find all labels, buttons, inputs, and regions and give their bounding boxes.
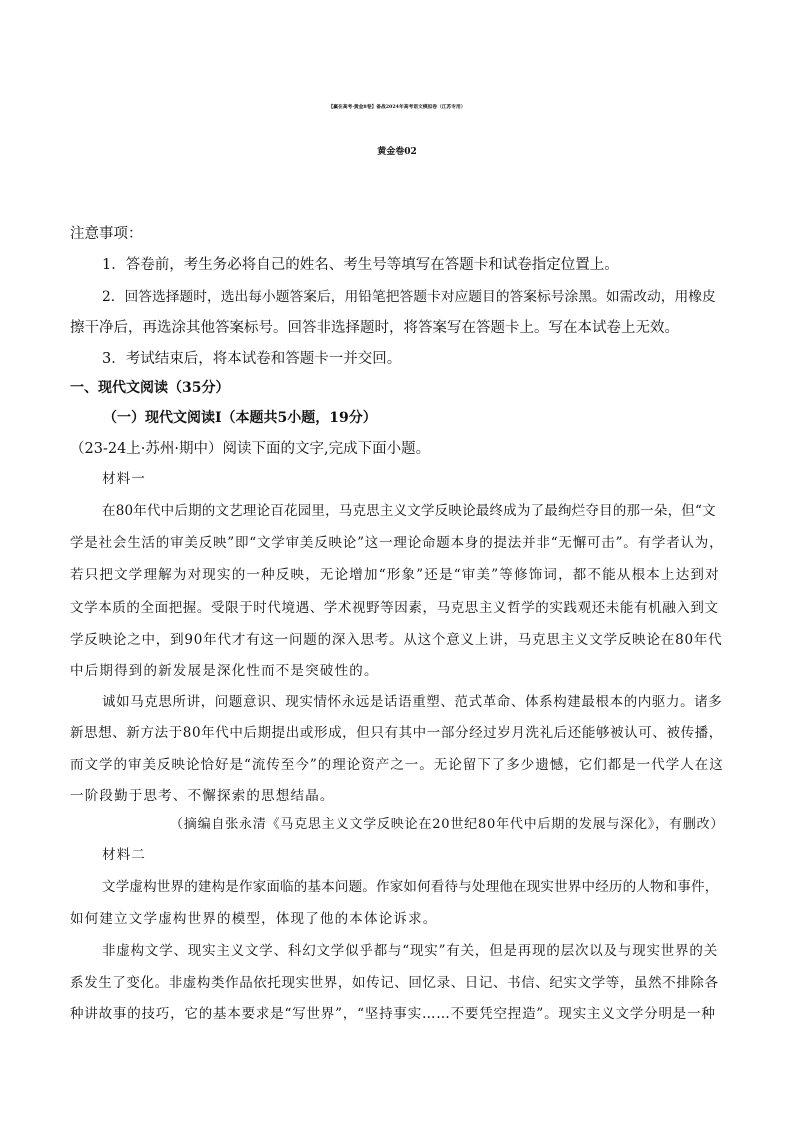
reading-instruction: （23-24上·苏州·期中）阅读下面的文字,完成下面小题。 (70, 441, 431, 457)
paragraph-line: 文学本质的全面把握。受限于时代境遇、学术视野等因素，马克思主义哲学的实践观还未能有机融入到文 (70, 600, 719, 616)
paper-subtitle: 黄金卷02 (377, 147, 417, 157)
section-heading: 一、现代文阅读（35分） (70, 380, 230, 396)
notice-item: 2．回答选择题时，选出每小题答案后，用铅笔把答题卡对应题目的答案标号涂黑。如需改动，用橡皮 (102, 289, 716, 305)
notice-item: 擦干净后，再选涂其他答案标号。回答非选择题时，将答案写在答题卡上。写在本试卷上无效。 (70, 320, 679, 336)
paragraph-line: 学反映论之中，到90年代才有这一问题的深入思考。从这个意义上讲，马克思主义文学反映论在80年代 (70, 632, 723, 648)
paragraph-line: 一阶段勤于思考、不懈探索的思想结晶。 (70, 788, 335, 804)
paragraph-line: 而文学的审美反映论恰好是“流传至今”的理论资产之一。无论留下了多少遗憾，它们都是一代学人在这 (70, 757, 724, 773)
material-source: （摘编自张永清《马克思主义文学反映论在20世纪80年代中后期的发展与深化》，有删改） (170, 817, 725, 832)
material-label: 材料一 (102, 471, 147, 487)
paragraph-line: 若只把文学理解为对现实的一种反映，无论增加“形象”还是“审美”等修饰词，都不能从根本上达到对 (70, 567, 720, 583)
paragraph-line: 新思想、新方法于80年代中后期提出或形成，但只有其中一部分经过岁月洗礼后还能够被认可、被传播， (70, 725, 723, 741)
paragraph-line: 如何建立文学虚构世界的模型，体现了他的本体论诉求。 (70, 911, 438, 927)
notice-item: 1．答卷前，考生务必将自己的姓名、考生号等填写在答题卡和试卷指定位置上。 (102, 257, 619, 273)
material-label: 材料二 (102, 847, 147, 863)
paragraph-line: 文学虚构世界的建构是作家面临的基本问题。作家如何看待与处理他在现实世界中经历的人物和事件， (102, 879, 719, 895)
paragraph-line: 诚如马克思所讲，问题意识、现实情怀永远是话语重塑、范式革命、体系构建最根本的内驱力。诸多 (102, 694, 723, 710)
paragraph-line: 在80年代中后期的文艺理论百花园里，马克思主义文学反映论最终成为了最绚烂夺目的那一朵，但“文 (102, 503, 716, 519)
page-title: 【赢在高考·黄金8卷】备战2024年高考语文模拟卷（江苏专用） (328, 105, 466, 110)
notice-item: 3．考试结束后，将本试卷和答题卡一并交回。 (102, 351, 402, 367)
notice-heading: 注意事项： (70, 226, 143, 242)
paragraph-line: 学是社会生活的审美反映”即“文学审美反映论”这一理论命题本身的提法并非“无懈可击”。有学者认为， (70, 535, 724, 551)
paragraph-line: 系发生了变化。非虚构类作品依托现实世界，如传记、回忆录、日记、书信、纪实文学等，虽然不排除各 (70, 975, 719, 991)
sub-section-heading: （一）现代文阅读Ⅰ（本题共5小题，19分） (103, 410, 377, 426)
paragraph-line: 非虚构文学、现实主义文学、科幻文学似乎都与“现实”有关，但是再现的层次以及与现实世界的关 (102, 943, 719, 959)
paragraph-line: 中后期得到的新发展是深化性而不是突破性的。 (70, 663, 379, 679)
paragraph-line: 种讲故事的技巧，它的基本要求是“写世界”，“坚持事实……不要凭空捏造”。现实主义文学分明是一种 (70, 1006, 716, 1022)
